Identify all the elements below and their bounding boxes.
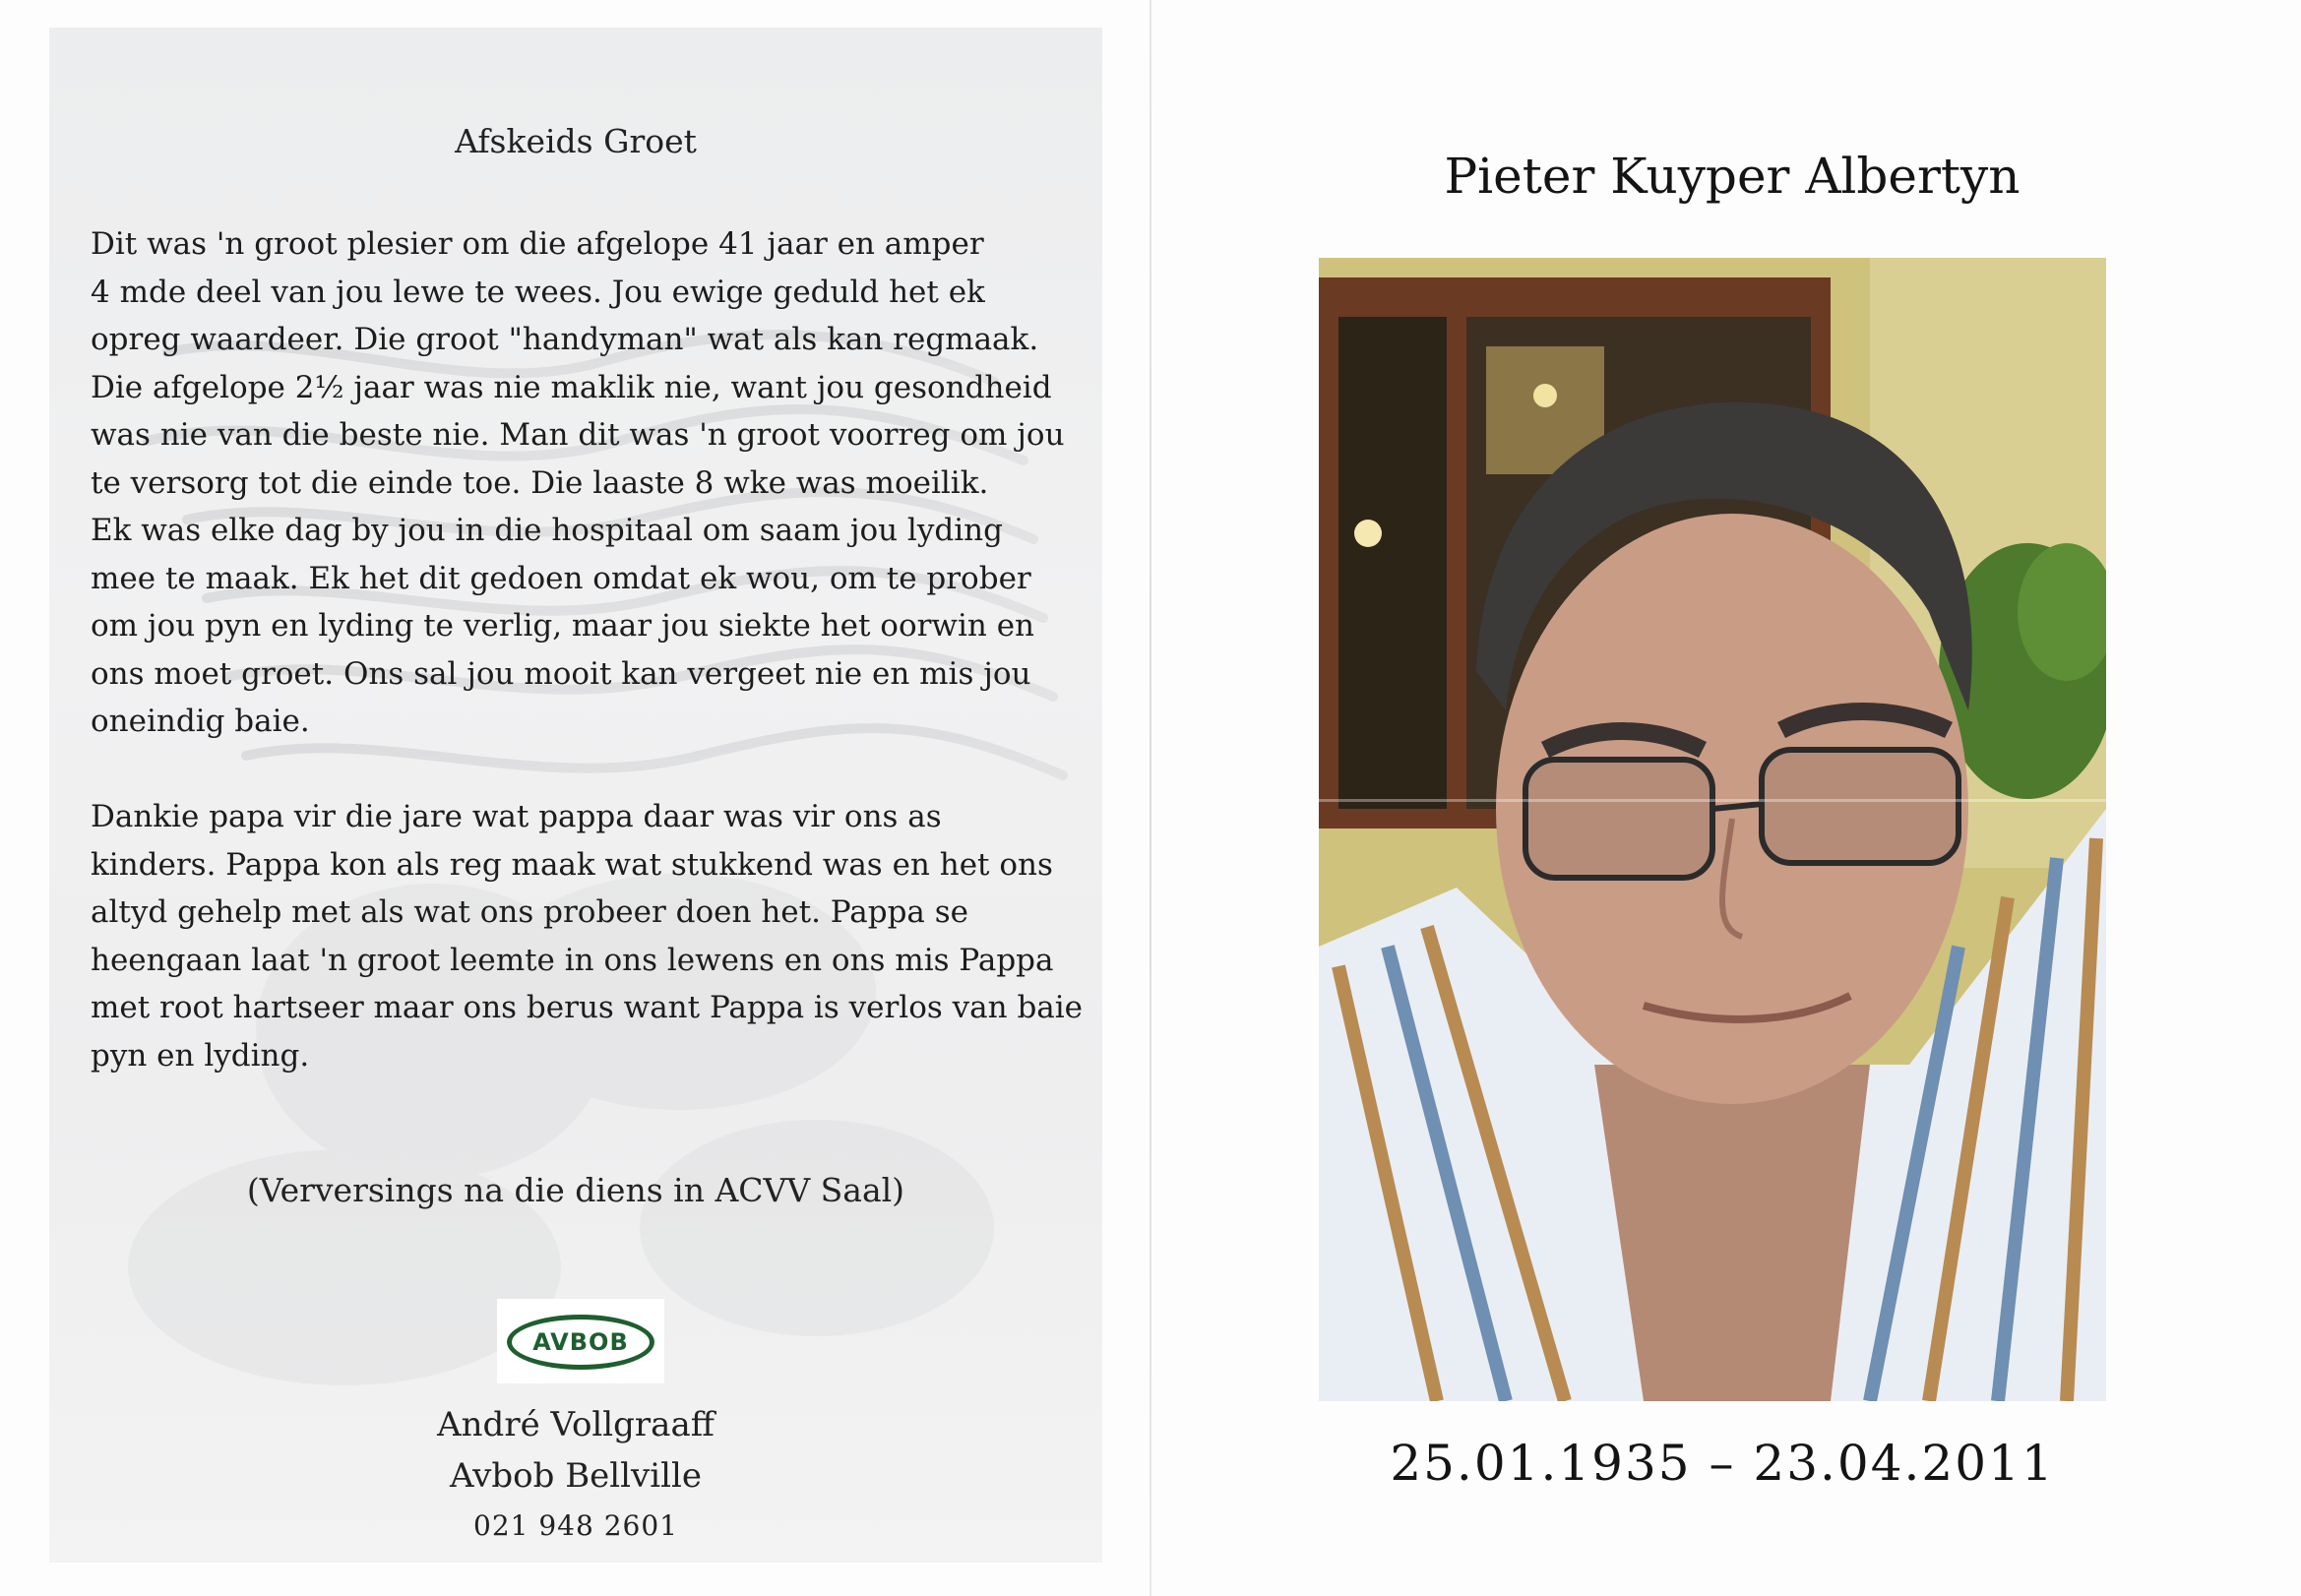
- farewell-paragraph-1: [91, 220, 1114, 746]
- undertaker-name: André Vollgraaff: [437, 1405, 715, 1444]
- undertaker-branch: Avbob Bellville: [450, 1456, 702, 1496]
- portrait-illustration: [1319, 258, 2106, 1401]
- text-line: Ek was elke dag by jou in die hospitaal om saam jou lyding: [91, 513, 1003, 548]
- text-line: met root hartseer maar ons berus want Pappa is verlos van baie: [91, 990, 1084, 1025]
- photo-crease: [1319, 799, 2106, 802]
- text-line: Die afgelope 2½ jaar was nie maklik nie, want jou gesondheid: [91, 369, 1052, 405]
- text-line: 4 mde deel van jou lewe te wees. Jou ewige geduld het ek: [91, 274, 985, 310]
- avbob-logo-text: AVBOB: [507, 1315, 654, 1370]
- text-line: altyd gehelp met als wat ons probeer doen het. Pappa se: [91, 894, 969, 930]
- deceased-name: Pieter Kuyper Albertyn: [1444, 148, 2021, 205]
- text-line: ons moet groet. Ons sal jou mooit kan vergeet nie en mis jou: [91, 655, 1031, 692]
- farewell-paragraph-2: [91, 793, 1114, 1079]
- text-line: pyn en lyding.: [91, 1037, 310, 1074]
- undertaker-phone: 021 948 2601: [473, 1509, 678, 1542]
- text-line: was nie van die beste nie. Man dit was 'n groot voorreg om jou: [91, 417, 1065, 453]
- farewell-heading: Afskeids Groet: [455, 122, 697, 160]
- text-line: oneindig baie.: [91, 704, 310, 739]
- text-line: mee te maak. Ek het dit gedoen omdat ek wou, om te prober: [91, 560, 1031, 596]
- text-line: kinders. Pappa kon als reg maak wat stukkend was en het ons: [91, 846, 1053, 883]
- text-line: heengaan laat 'n groot leemte in ons lewens en ons mis Pappa: [91, 942, 1054, 978]
- text-line: opreg waardeer. Die groot "handyman" wat als kan regmaak.: [91, 322, 1039, 357]
- text-line: om jou pyn en lyding te verlig, maar jou siekte het oorwin en: [91, 608, 1035, 644]
- portrait-photo: [1319, 258, 2106, 1401]
- avbob-logo: [497, 1299, 664, 1383]
- life-dates: 25.01.1935 – 23.04.2011: [1390, 1435, 2055, 1492]
- refreshments-note: (Verversings na die diens in ACVV Saal): [246, 1171, 905, 1209]
- text-line: Dankie papa vir die jare wat pappa daar was vir ons as: [91, 799, 942, 834]
- text-line: Dit was 'n groot plesier om die afgelope 41 jaar en amper: [91, 226, 984, 262]
- text-line: te versorg tot die einde toe. Die laaste 8 wke was moeilik.: [91, 464, 989, 501]
- center-fold: [1150, 0, 1151, 1596]
